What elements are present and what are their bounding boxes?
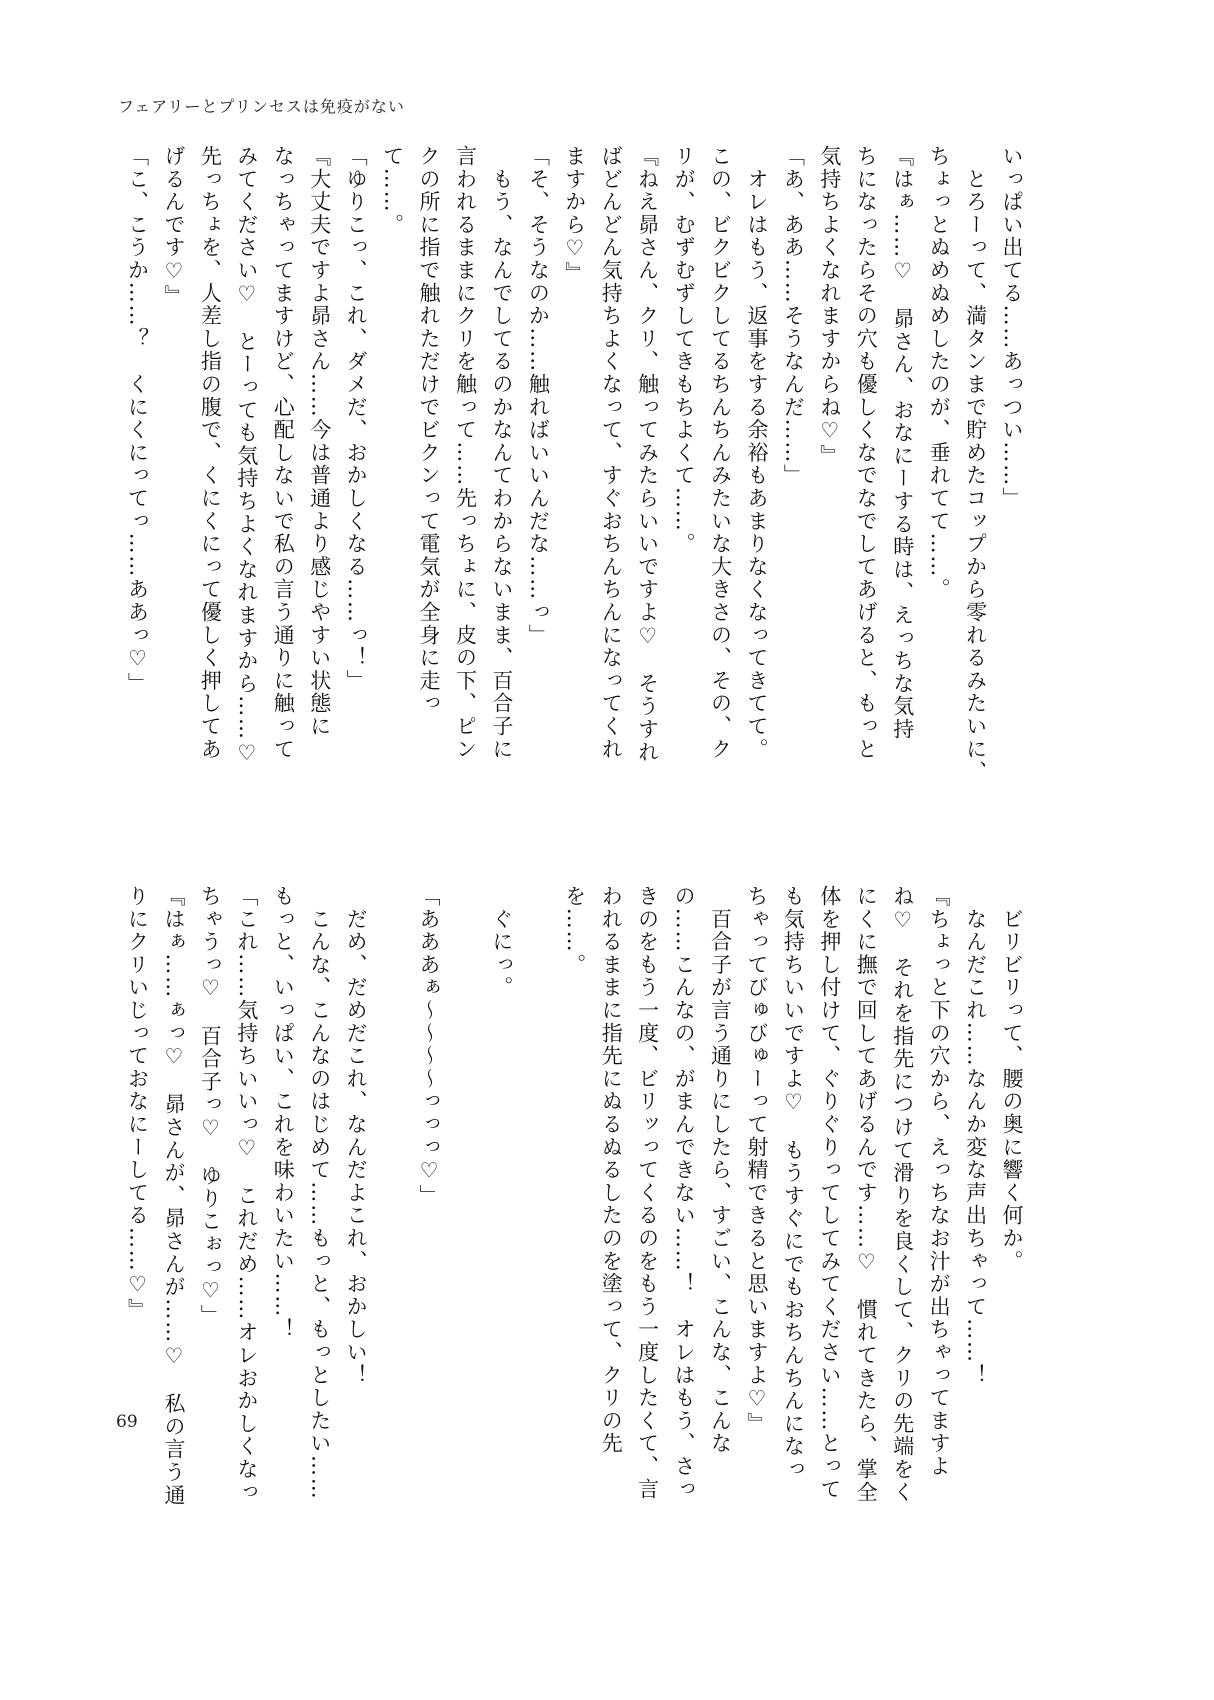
text-line: げるんです♡』 bbox=[161, 145, 186, 308]
text-line: ますから♡』 bbox=[562, 145, 587, 285]
text-line: 『大丈夫ですよ昴さん……今は普通より感じやすい状態に bbox=[307, 145, 332, 738]
text-line: ちゃってびゅびゅーって射精できると思いますよ♡』 bbox=[744, 885, 769, 1436]
text-line: 体を押し付けて、ぐりぐりってしてみてください……とって bbox=[817, 885, 842, 1501]
text-line: 言われるままにクリを触って……先っちょに、皮の下、ピン bbox=[453, 145, 478, 761]
text-line: 『はぁ……ぁっ♡ 昴さんが、昴さんが……♡ 私の言う通 bbox=[161, 885, 186, 1507]
text-line: 気持ちよくなれますからね♡』 bbox=[817, 145, 842, 468]
text-line: ばどんどん気持ちよくなって、すぐおちんちんになってくれ bbox=[599, 145, 624, 761]
text-line: リが、むずむずしてきもちよくて……。 bbox=[672, 145, 697, 556]
text-line bbox=[520, 885, 556, 1525]
text-line: なんだこれ……なんか変な声出ちゃって……！ bbox=[963, 885, 988, 1387]
text-line: だめ、だめだこれ、なんだよこれ、おかしい！ bbox=[344, 885, 369, 1387]
text-line: 「あああぁ～～～～っっっ♡」 bbox=[417, 885, 441, 1208]
text-line: もう、なんでしてるのかなんてわからないまま、百合子に bbox=[489, 145, 514, 761]
text-line bbox=[374, 885, 410, 1525]
text-line: ぐにっ。 bbox=[489, 885, 514, 999]
text-block-bottom bbox=[119, 885, 1030, 1525]
text-line: の……こんなの、がまんできない……！ オレはもう、さっ bbox=[672, 885, 697, 1501]
text-line: いっぱい出てる……あっつい……」 bbox=[1000, 145, 1024, 510]
text-line: 「こ、こうか……？ くにくにってっ……ああっ♡」 bbox=[125, 145, 150, 696]
text-line: て……。 bbox=[380, 145, 405, 237]
text-line: 「ゆりこっ、これ、ダメだ、おかしくなる……っ！」 bbox=[344, 145, 369, 693]
text-line: を……。 bbox=[562, 885, 587, 977]
text-line: なっちゃってますけど、心配しないで私の言う通りに触って bbox=[271, 145, 296, 761]
text-line: りにクリいじっておなにーしてる……♡』 bbox=[125, 885, 150, 1322]
text-line: みてください♡ とーっても気持ちよくなれますから……♡ bbox=[234, 145, 259, 767]
text-line: 「これ……気持ちいいっ♡ これだめ……オレおかしくなっ bbox=[234, 885, 259, 1504]
text-line: オレはもう、返事をする余裕もあまりなくなってきてて。 bbox=[744, 145, 769, 761]
text-line: この、ビクビクしてるちんちんみたいな大きさの、その、ク bbox=[708, 145, 733, 761]
text-line: も気持ちいいですよ♡ もうすぐにでもおちんちんになっ bbox=[781, 885, 806, 1481]
text-line: とろーって、満タンまで貯めたコップから零れるみたいに、 bbox=[963, 145, 988, 784]
text-line: ちになったらその穴も優しくなでなでしてあげると、もっと bbox=[854, 145, 879, 761]
text-line: きのをもう一度、ビリッってくるのをもう一度したくて、言 bbox=[635, 885, 660, 1501]
text-line: ちょっとぬめぬめしたのが、垂れてて……。 bbox=[927, 145, 952, 601]
text-line: ビリビリって、腰の奥に響く何か。 bbox=[1000, 885, 1024, 1273]
text-line: にくに撫で回してあげるんです……♡ 慣れてきたら、掌全 bbox=[854, 885, 879, 1504]
text-line: 百合子が言う通りにしたら、すごい、こんな、こんな bbox=[708, 885, 733, 1455]
text-line: われるままに指先にぬるぬるしたのを塗って、クリの先 bbox=[599, 885, 624, 1455]
running-title: フェアリーとプリンセスは免疫がない bbox=[118, 97, 405, 116]
text-line bbox=[447, 885, 483, 1525]
text-line: 「そ、そうなのか……触ればいいんだな……っ」 bbox=[526, 145, 551, 647]
text-line: もっと、いっぱい、これを味わいたい……！ bbox=[271, 885, 296, 1341]
text-line: ちゃうっ♡ 百合子っ♡ ゆりこぉっ♡」 bbox=[198, 885, 223, 1328]
page-number: 69 bbox=[116, 1412, 138, 1432]
text-line: 『はぁ……♡ 昴さん、おなにーする時は、えっちな気持 bbox=[890, 145, 915, 741]
text-block-top bbox=[119, 145, 1030, 785]
text-line: ね♡ それを指先につけて滑りを良くして、クリの先端をく bbox=[890, 885, 915, 1504]
text-line: 『ねえ昴さん、クリ、触ってみたらいいですよ♡ そうすれ bbox=[635, 145, 660, 764]
text-line: 「あ、ああ……そうなんだ……」 bbox=[781, 145, 806, 487]
text-line: 『ちょっと下の穴から、えっちなお汁が出ちゃってますよ bbox=[927, 885, 952, 1478]
text-line: クの所に指で触れただけでビクンって電気が全身に走っ bbox=[417, 145, 441, 715]
text-line: 先っちょを、人差し指の腹で、くにくにって優しく押してあ bbox=[198, 145, 223, 761]
text-line: こんな、こんなのはじめて……もっと、もっとしたい…… bbox=[307, 885, 332, 1501]
